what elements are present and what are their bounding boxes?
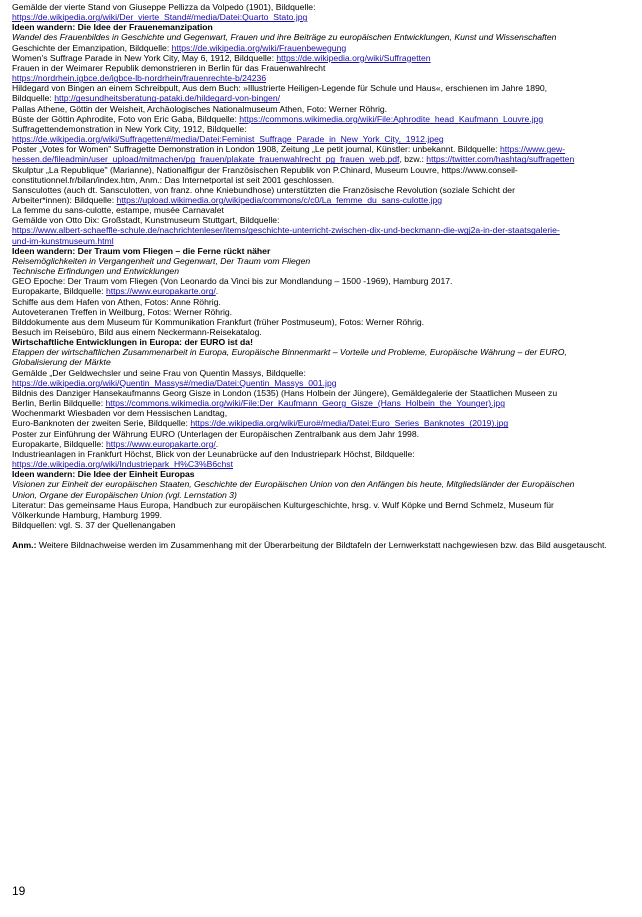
section-heading bbox=[12, 246, 629, 256]
source-line bbox=[12, 205, 629, 215]
line-text: Autoveteranen Treffen in Weilburg, Fotos: Werner Röhrig. bbox=[12, 306, 233, 317]
source-line bbox=[12, 317, 629, 327]
line-text: . bbox=[215, 438, 219, 449]
source-line bbox=[12, 43, 629, 53]
section-subtitle bbox=[12, 256, 629, 266]
line-text: Arbeiter*innen): Bildquelle: bbox=[12, 194, 117, 205]
source-line bbox=[12, 307, 629, 317]
source-link[interactable]: http://gesundheitsberatung-pataki.de/hildegard-von-bingen/ bbox=[54, 93, 281, 104]
line-text: Frauen in der Weimarer Republik demonstrieren in Berlin für das Frauenwahlrecht bbox=[12, 62, 326, 73]
source-link[interactable]: https://de.wikipedia.org/wiki/Der_vierte_Stand#/media/Datei:Quarto_Stato.jpg bbox=[12, 12, 308, 23]
line-text: Globalisierung der Märkte bbox=[12, 357, 111, 368]
line-text: Gemälde „Der Geldwechsler und seine Frau von Quentin Massys, Bildquelle: bbox=[12, 367, 306, 378]
line-text: Poster zur Einführung der Währung EURO (Unterlagen der Europäischen Zentralbank aus dem Jahr 1998. bbox=[12, 428, 420, 439]
line-text: Wandel des Frauenbildes in Geschichte und Gegenwart, Frauen und ihre Beiträge zu europäischen Entwicklungen, Kunst und Wissenschaften bbox=[12, 32, 557, 43]
source-line bbox=[12, 398, 629, 408]
source-link[interactable]: hessen.de/fileadmin/user_upload/mitmachen/pg_frauen/plakate_frauenwahlrecht_pg_frauen_web.pdf bbox=[12, 154, 400, 165]
section-subtitle bbox=[12, 32, 629, 42]
source-line bbox=[12, 449, 629, 459]
source-line bbox=[12, 114, 629, 124]
source-link[interactable]: https://www.gew- bbox=[499, 144, 566, 155]
source-line bbox=[12, 175, 629, 185]
line-text: constitutionnel.fr/bilan/index.htm, Anm.: Das Internetportal ist seit 2001 geschlossen. bbox=[12, 174, 335, 185]
page-number: 19 bbox=[12, 884, 26, 898]
note-paragraph bbox=[12, 540, 629, 550]
source-line bbox=[12, 104, 629, 114]
source-link[interactable]: https://www.europakarte.org/ bbox=[105, 438, 216, 449]
line-text: Ideen wandern: Die Idee der Einheit Europas bbox=[12, 469, 195, 480]
section-subtitle bbox=[12, 479, 629, 489]
line-text: Bildquellen: vgl. S. 37 der Quellenangaben bbox=[12, 519, 176, 530]
line-text: Visionen zur Einheit der europäischen Staaten, Geschichte der Europäischen Union von den Anfängen bis heute, Mitgliedsländer der Europäischen bbox=[12, 479, 575, 490]
line-text: Bildquelle: bbox=[12, 93, 55, 104]
source-line bbox=[12, 195, 629, 205]
image-sources-list bbox=[12, 2, 629, 550]
source-line bbox=[12, 408, 629, 418]
line-text: Industrieanlagen in Frankfurt Höchst, Blick von der Leunabrücke auf den Industriepark Höchst, Bildquelle: bbox=[12, 448, 415, 459]
source-line bbox=[12, 388, 629, 398]
source-line bbox=[12, 378, 629, 388]
line-text: Skulptur „La Republique" (Marianne), Nationalfigur der Französischen Republik von P.Chinard, Museum Louvre, https://www.conseil- bbox=[12, 164, 518, 175]
source-line bbox=[12, 73, 629, 83]
source-link[interactable]: https://upload.wikimedia.org/wikipedia/commons/c/c0/La_femme_du_sans-culotte.jpg bbox=[116, 194, 443, 205]
section-heading bbox=[12, 22, 629, 32]
line-text: Union, Organe der Europäischen Union (vgl. Lernstation 3) bbox=[12, 489, 237, 500]
source-link[interactable]: https://www.albert-schaeffle-schule.de/nachrichtenleser/items/geschichte-unterricht-zwischen-dix-und-beckmann-die-wgj2a-in-der-staatsgalerie- bbox=[12, 225, 560, 236]
section-heading bbox=[12, 337, 629, 347]
source-link[interactable]: https://de.wikipedia.org/wiki/Frauenbewegung bbox=[171, 42, 347, 53]
source-line bbox=[12, 236, 629, 246]
source-line bbox=[12, 154, 629, 164]
line-text: Geschichte der Emanzipation, Bildquelle: bbox=[12, 42, 172, 53]
spacer bbox=[12, 530, 629, 540]
line-text: Pallas Athene, Göttin der Weisheit, Archäologisches Nationalmuseum Athen, Foto: Werner Röhrig. bbox=[12, 103, 388, 114]
source-line bbox=[12, 53, 629, 63]
source-link[interactable]: https://de.wikipedia.org/wiki/Suffragetten bbox=[276, 52, 431, 63]
source-link[interactable]: https://twitter.com/hashtag/suffragetten bbox=[426, 154, 575, 165]
source-line bbox=[12, 520, 629, 530]
source-line bbox=[12, 12, 629, 22]
source-line bbox=[12, 297, 629, 307]
source-line bbox=[12, 83, 629, 93]
line-text: Wirtschaftliche Entwicklungen in Europa: der EURO ist da! bbox=[12, 337, 253, 348]
line-text: Hildegard von Bingen an einem Schreibpult, Aus dem Buch: »Illustrierte Heiligen-Legende für Schule und Haus«, erschienen im Jahre 1890, bbox=[12, 83, 548, 94]
source-line bbox=[12, 500, 629, 510]
line-text: La femme du sans-culotte, estampe, musée Carnavalet bbox=[12, 205, 224, 216]
line-text: Ideen wandern: Die Idee der Frauenemanzipation bbox=[12, 22, 213, 33]
source-link[interactable]: und-im-kunstmuseum.html bbox=[12, 235, 114, 246]
source-link[interactable]: https://commons.wikimedia.org/wiki/File:Aphrodite_head_Kaufmann_Louvre.jpg bbox=[239, 113, 544, 124]
line-text: Europakarte, Bildquelle: bbox=[12, 438, 106, 449]
line-text: Völkerkunde Hamburg, Hamburg 1999. bbox=[12, 509, 163, 520]
section-subtitle bbox=[12, 266, 629, 276]
note-label: Anm.: bbox=[12, 540, 37, 551]
source-line bbox=[12, 144, 629, 154]
line-text: Gemälde der vierte Stand von Giuseppe Pellizza da Volpedo (1901), Bildquelle: bbox=[12, 2, 316, 12]
source-link[interactable]: https://de.wikipedia.org/wiki/Suffragetten#/media/Datei:Feminist_Suffrage_Parade_in_New_York_City,_1912.jpeg bbox=[12, 134, 444, 145]
source-line bbox=[12, 327, 629, 337]
source-line bbox=[12, 134, 629, 144]
source-link[interactable]: https://de.wikipedia.org/wiki/Quentin_Massys#/media/Datei:Quentin_Massys_001.jpg bbox=[12, 377, 337, 388]
source-link[interactable]: https://nordrhein.igbce.de/igbce-lb-nordrhein/frauenrechte-b/24236 bbox=[12, 73, 267, 84]
line-text: Reisemöglichkeiten in Vergangenheit und Gegenwart, Der Traum vom Fliegen bbox=[12, 255, 311, 266]
source-line bbox=[12, 124, 629, 134]
source-link[interactable]: https://commons.wikimedia.org/wiki/File:Der_Kaufmann_Georg_Gisze_(Hans_Holbein_the_Younger).jpg bbox=[105, 398, 506, 409]
line-text: Wochenmarkt Wiesbaden vor dem Hessischen Landtag, bbox=[12, 408, 228, 419]
section-subtitle bbox=[12, 357, 629, 367]
source-link[interactable]: https://www.europakarte.org/ bbox=[105, 286, 216, 297]
source-line bbox=[12, 286, 629, 296]
line-text: Ideen wandern: Der Traum vom Fliegen – die Ferne rückt näher bbox=[12, 245, 271, 256]
line-text: Sansculottes (auch dt. Sansculotten, von franz. ohne Kniebundhose) unterstützten die Französische Revolution (soziale Schicht der bbox=[12, 184, 515, 195]
line-text: Literatur: Das gemeinsame Haus Europa, Handbuch zur europäischen Kulturgeschichte, hrsg. v. Wulf Köpke und Bernd Schmelz, Museum für bbox=[12, 499, 554, 510]
source-line bbox=[12, 225, 629, 235]
section-subtitle bbox=[12, 347, 629, 357]
line-text: Bilddokumente aus dem Museum für Kommunikation Frankfurt (früher Postmuseum), Fotos: Werner Röhrig. bbox=[12, 316, 425, 327]
line-text: Besuch im Reisebüro, Bild aus einem Neckermann-Reisekatalog. bbox=[12, 327, 262, 337]
section-heading bbox=[12, 469, 629, 479]
source-line bbox=[12, 2, 629, 12]
source-line bbox=[12, 429, 629, 439]
source-line bbox=[12, 63, 629, 73]
line-text: Poster „Votes for Women" Suffragette Demonstration in London 1908, Zeitung „Le petit journal, Künstler: unbekannt. Bildquelle: bbox=[12, 144, 500, 155]
source-line bbox=[12, 93, 629, 103]
line-text: Euro-Banknoten der zweiten Serie, Bildquelle: bbox=[12, 418, 191, 429]
line-text: Schiffe aus dem Hafen von Athen, Fotos: Anne Röhrig. bbox=[12, 296, 221, 307]
line-text: Suffragettendemonstration in New York City, 1912, Bildquelle: bbox=[12, 123, 247, 134]
source-line bbox=[12, 459, 629, 469]
line-text: Women's Suffrage Parade in New York City, May 6, 1912, Bildquelle: bbox=[12, 52, 277, 63]
line-text: GEO Epoche: Der Traum vom Fliegen (Von Leonardo da Vinci bis zur Mondlandung – 1500 -1969), Hamburg 2017. bbox=[12, 276, 453, 287]
source-link[interactable]: https://de.wikipedia.org/wiki/Industriepark_H%C3%B6chst bbox=[12, 459, 233, 470]
line-text: Technische Erfindungen und Entwicklungen bbox=[12, 266, 180, 277]
source-line bbox=[12, 510, 629, 520]
source-line bbox=[12, 439, 629, 449]
line-text: . bbox=[215, 286, 219, 297]
line-text: Gemälde von Otto Dix: Großstadt, Kunstmuseum Stuttgart, Bildquelle: bbox=[12, 215, 280, 226]
source-line bbox=[12, 165, 629, 175]
line-text: Berlin, Berlin Bildquelle: bbox=[12, 398, 106, 409]
source-line bbox=[12, 368, 629, 378]
source-line bbox=[12, 418, 629, 428]
line-text: , bzw.: bbox=[399, 154, 427, 165]
source-link[interactable]: https://de.wikipedia.org/wiki/Euro#/media/Datei:Euro_Series_Banknotes_(2019).jpg bbox=[190, 418, 509, 429]
line-text: Bildnis des Danziger Hansekaufmanns Georg Gisze in London (1535) (Hans Holbein der Jüngere), Gemäldegalerie der Staatlichen Museen zu bbox=[12, 387, 558, 398]
source-line bbox=[12, 276, 629, 286]
source-line bbox=[12, 185, 629, 195]
line-text: Etappen der wirtschaftlichen Zusammenarbeit in Europa, Europäische Binnenmarkt – Vorteile und Probleme, Europäische Währung – der EURO, bbox=[12, 347, 567, 358]
source-line bbox=[12, 215, 629, 225]
line-text: Büste der Göttin Aphrodite, Foto von Eric Gaba, Bildquelle: bbox=[12, 113, 240, 124]
note-text: Weitere Bildnachweise werden im Zusammenhang mit der Überarbeitung der Bildtafeln der Lernwerkstatt nachgewiesen bzw. das Bild ausgetauscht. bbox=[36, 540, 607, 551]
section-subtitle bbox=[12, 490, 629, 500]
line-text: Europakarte, Bildquelle: bbox=[12, 286, 106, 297]
